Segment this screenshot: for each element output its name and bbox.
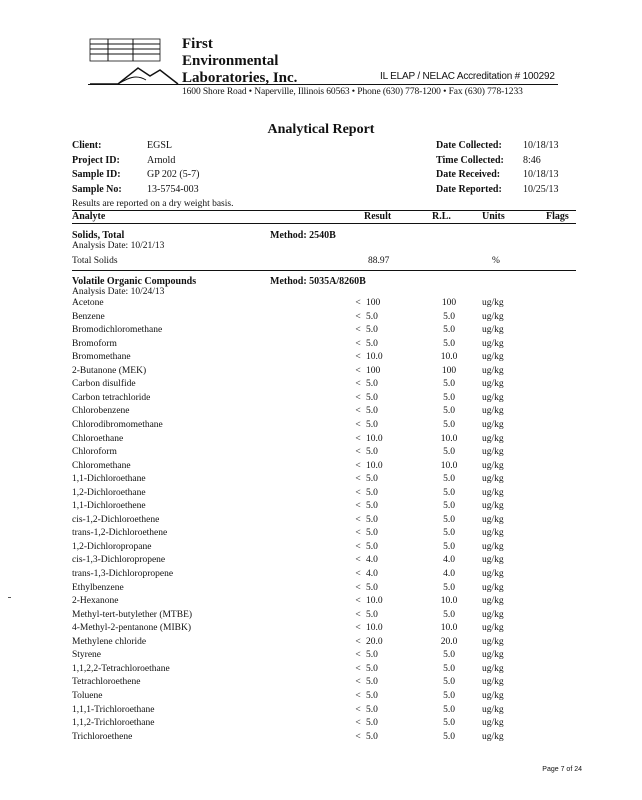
analyte-name: 1,2-Dichloropropane — [72, 541, 152, 552]
header-value: 13-5754-003 — [147, 183, 199, 195]
table-row — [72, 474, 576, 488]
qualifier: < — [355, 582, 361, 593]
table-row — [72, 623, 576, 637]
table-row — [72, 528, 576, 542]
reporting-limit: 5.0 — [443, 541, 455, 552]
units-value: ug/kg — [482, 419, 504, 430]
qualifier: < — [355, 379, 361, 390]
result-value: 5.0 — [366, 447, 378, 458]
qualifier: < — [355, 447, 361, 458]
reporting-limit: 5.0 — [443, 663, 455, 674]
solids-method: Method: 2540B — [270, 230, 336, 241]
qualifier: < — [355, 541, 361, 552]
analyte-name: 1,2-Dichloroethane — [72, 487, 146, 498]
units-value: ug/kg — [482, 447, 504, 458]
reporting-limit: 5.0 — [443, 501, 455, 512]
units-value: ug/kg — [482, 609, 504, 620]
result-value: 20.0 — [366, 636, 383, 647]
stray-mark — [8, 597, 11, 598]
units-value: ug/kg — [482, 555, 504, 566]
qualifier: < — [355, 718, 361, 729]
reporting-limit: 5.0 — [443, 406, 455, 417]
result-value: 10.0 — [366, 596, 383, 607]
analyte-name: Bromomethane — [72, 352, 131, 363]
qualifier: < — [355, 690, 361, 701]
reporting-limit: 5.0 — [443, 514, 455, 525]
result-value: 5.0 — [366, 325, 378, 336]
analyte-name: Tetrachloroethene — [72, 677, 141, 688]
analyte-name: Chlorodibromomethane — [72, 419, 163, 430]
qualifier: < — [355, 392, 361, 403]
reporting-limit: 4.0 — [443, 555, 455, 566]
result-value: 5.0 — [366, 609, 378, 620]
qualifier: < — [355, 650, 361, 661]
header-value: EGSL — [147, 140, 172, 151]
header-label: Client: — [72, 140, 102, 151]
table-row — [72, 256, 576, 270]
analyte-name: Chlorobenzene — [72, 406, 130, 417]
qualifier: < — [355, 325, 361, 336]
result-value: 5.0 — [366, 718, 378, 729]
units-value: ug/kg — [482, 596, 504, 607]
analyte-name: Methyl-tert-butylether (MTBE) — [72, 609, 193, 620]
table-row — [72, 705, 576, 719]
solids-section-title: Solids, Total — [72, 230, 125, 241]
table-row — [72, 501, 576, 515]
header-value: GP 202 (5-7) — [147, 169, 200, 180]
reporting-limit: 10.0 — [440, 623, 458, 634]
result-value: 5.0 — [366, 663, 378, 674]
units-value: ug/kg — [482, 636, 504, 647]
reporting-limit: 5.0 — [443, 690, 455, 701]
letterhead-divider — [88, 84, 558, 85]
qualifier: < — [355, 487, 361, 498]
units-value: ug/kg — [482, 325, 504, 336]
qualifier: < — [355, 555, 361, 566]
qualifier: < — [355, 569, 361, 579]
table-row — [72, 406, 576, 420]
analyte-name: 1,1,2,2-Tetrachloroethane — [72, 663, 170, 674]
result-value: 4.0 — [366, 555, 378, 566]
analyte-name: Toluene — [72, 690, 103, 701]
table-row — [72, 569, 576, 583]
qualifier: < — [355, 460, 361, 471]
reporting-limit: 10.0 — [440, 460, 458, 471]
result-value: 5.0 — [366, 704, 378, 715]
analyte-name: 4-Methyl-2-pentanone (MIBK) — [72, 623, 191, 634]
qualifier: < — [355, 298, 361, 308]
table-row — [72, 298, 576, 312]
qualifier: < — [355, 365, 361, 376]
qualifier: < — [355, 609, 361, 620]
company-address: 1600 Shore Road • Naperville, Illinois 60563 • Phone (630) 778-1200 • Fax (630) 778-1233 — [182, 87, 523, 97]
result-value: 5.0 — [366, 406, 378, 417]
voc-method: Method: 5035A/8260B — [270, 276, 366, 287]
header-value: 8:46 — [523, 154, 541, 166]
units-value: ug/kg — [482, 338, 504, 349]
table-row — [72, 718, 576, 732]
table-row — [72, 664, 576, 678]
qualifier: < — [355, 338, 361, 349]
units-value: ug/kg — [482, 379, 504, 390]
analyte-name: Chloroethane — [72, 433, 124, 444]
result-value: 5.0 — [366, 677, 378, 688]
units-value: ug/kg — [482, 514, 504, 525]
reporting-limit: 4.0 — [443, 569, 455, 579]
table-row — [72, 650, 576, 664]
table-row — [72, 732, 576, 746]
result-value: 88.97 — [368, 256, 390, 266]
reporting-limit: 10.0 — [440, 433, 458, 444]
analyte-name: Benzene — [72, 311, 105, 322]
company-name: First Environmental Laboratories, Inc. — [182, 36, 298, 86]
units-value: ug/kg — [482, 460, 504, 471]
col-units: Units — [482, 211, 505, 222]
qualifier: < — [355, 419, 361, 430]
analyte-name: 1,1-Dichloroethene — [72, 501, 146, 512]
qualifier: < — [355, 623, 361, 634]
header-value: 10/18/13 — [523, 169, 559, 180]
solids-analysis-date: Analysis Date: 10/21/13 — [72, 241, 165, 251]
units-value: ug/kg — [482, 569, 504, 579]
result-value: 100 — [366, 365, 381, 376]
result-value: 5.0 — [366, 419, 378, 430]
qualifier: < — [355, 433, 361, 444]
page-number: Page 7 of 24 — [542, 766, 582, 773]
table-row — [72, 447, 576, 461]
analyte-name: Carbon disulfide — [72, 379, 136, 390]
table-row — [72, 339, 576, 353]
analyte-name: 1,1-Dichloroethane — [72, 474, 146, 485]
reporting-limit: 5.0 — [443, 650, 455, 661]
units-value: ug/kg — [482, 528, 504, 539]
table-row — [72, 610, 576, 624]
table-row — [72, 420, 576, 434]
result-value: 5.0 — [366, 528, 378, 539]
analyte-name: Methylene chloride — [72, 636, 147, 647]
units-value: ug/kg — [482, 582, 504, 593]
analyte-name: trans-1,3-Dichloropropene — [72, 569, 174, 579]
table-row — [72, 596, 576, 610]
result-value: 5.0 — [366, 487, 378, 498]
units-value: ug/kg — [482, 392, 504, 403]
col-result: Result — [364, 211, 392, 222]
result-value: 5.0 — [366, 541, 378, 552]
result-value: 5.0 — [366, 650, 378, 661]
reporting-limit: 5.0 — [443, 379, 455, 390]
analyte-name: Styrene — [72, 650, 102, 661]
company-logo — [88, 36, 180, 96]
qualifier: < — [355, 636, 361, 647]
reporting-limit: 5.0 — [443, 325, 455, 336]
table-row — [72, 366, 576, 380]
table-row — [72, 461, 576, 475]
header-label: Sample No: — [72, 183, 122, 195]
col-flags: Flags — [546, 211, 569, 222]
header-label: Time Collected: — [436, 154, 504, 166]
table-row — [72, 677, 576, 691]
result-value: 5.0 — [366, 690, 378, 701]
qualifier: < — [355, 677, 361, 688]
reporting-limit: 5.0 — [443, 474, 455, 485]
accreditation: IL ELAP / NELAC Accreditation # 100292 — [380, 71, 555, 82]
reporting-limit: 10.0 — [440, 596, 458, 607]
header-label: Project ID: — [72, 154, 120, 166]
analyte-name: Bromoform — [72, 338, 117, 349]
reporting-limit: 20.0 — [440, 636, 458, 647]
reporting-limit: 5.0 — [443, 419, 455, 430]
analyte-name: Acetone — [72, 298, 104, 308]
analyte-name: Trichloroethene — [72, 731, 133, 742]
header-value: 10/25/13 — [523, 183, 559, 195]
units-value: ug/kg — [482, 406, 504, 417]
result-value: 100 — [366, 298, 381, 308]
result-value: 5.0 — [366, 379, 378, 390]
units-value: ug/kg — [482, 690, 504, 701]
qualifier: < — [355, 501, 361, 512]
reporting-limit: 5.0 — [443, 582, 455, 593]
analyte-name: 1,1,1-Trichloroethane — [72, 704, 155, 715]
analyte-name: Chloroform — [72, 447, 117, 458]
voc-analysis-date: Analysis Date: 10/24/13 — [72, 287, 165, 297]
table-row — [72, 434, 576, 448]
table-row — [72, 379, 576, 393]
result-value: 5.0 — [366, 474, 378, 485]
solids-bottom-rule — [72, 270, 576, 271]
qualifier: < — [355, 406, 361, 417]
header-value: 10/18/13 — [523, 140, 559, 151]
table-row — [72, 637, 576, 651]
table-row — [72, 542, 576, 556]
qualifier: < — [355, 528, 361, 539]
header-label: Date Collected: — [436, 140, 502, 151]
table-row — [72, 488, 576, 502]
units-value: % — [492, 256, 500, 266]
units-value: ug/kg — [482, 352, 504, 363]
reporting-limit: 100 — [441, 365, 457, 376]
result-value: 5.0 — [366, 392, 378, 403]
qualifier: < — [355, 704, 361, 715]
qualifier: < — [355, 311, 361, 322]
table-row — [72, 691, 576, 705]
analyte-name: cis-1,3-Dichloropropene — [72, 555, 166, 566]
reporting-limit: 5.0 — [443, 528, 455, 539]
analyte-name: Total Solids — [72, 256, 118, 266]
units-value: ug/kg — [482, 501, 504, 512]
table-row — [72, 555, 576, 569]
qualifier: < — [355, 474, 361, 485]
reporting-limit: 5.0 — [443, 609, 455, 620]
table-row — [72, 352, 576, 366]
analyte-name: 2-Hexanone — [72, 596, 119, 607]
report-title: Analytical Report — [267, 122, 375, 137]
result-value: 10.0 — [366, 433, 383, 444]
reporting-limit: 10.0 — [440, 352, 458, 363]
result-value: 5.0 — [366, 731, 378, 742]
header-bottom-rule — [72, 223, 576, 224]
units-value: ug/kg — [482, 650, 504, 661]
reporting-limit: 5.0 — [443, 487, 455, 498]
reporting-limit: 5.0 — [443, 718, 455, 729]
col-analyte: Analyte — [72, 211, 106, 222]
units-value: ug/kg — [482, 677, 504, 688]
units-value: ug/kg — [482, 433, 504, 444]
units-value: ug/kg — [482, 718, 504, 729]
reporting-limit: 5.0 — [443, 677, 455, 688]
qualifier: < — [355, 352, 361, 363]
analyte-name: Bromodichloromethane — [72, 325, 163, 336]
units-value: ug/kg — [482, 704, 504, 715]
reporting-limit: 5.0 — [443, 311, 455, 322]
units-value: ug/kg — [482, 663, 504, 674]
table-row — [72, 325, 576, 339]
analyte-name: 1,1,2-Trichloroethane — [72, 718, 155, 729]
units-value: ug/kg — [482, 474, 504, 485]
header-label: Date Received: — [436, 169, 501, 180]
result-value: 5.0 — [366, 338, 378, 349]
table-row — [72, 312, 576, 326]
units-value: ug/kg — [482, 731, 504, 742]
result-value: 5.0 — [366, 311, 378, 322]
analyte-name: trans-1,2-Dichloroethene — [72, 528, 168, 539]
reporting-limit: 5.0 — [443, 731, 455, 742]
result-value: 4.0 — [366, 569, 378, 579]
table-row — [72, 515, 576, 529]
qualifier: < — [355, 731, 361, 742]
result-value: 5.0 — [366, 514, 378, 525]
analyte-name: 2-Butanone (MEK) — [72, 365, 147, 376]
result-value: 10.0 — [366, 352, 383, 363]
reporting-limit: 5.0 — [443, 338, 455, 349]
units-value: ug/kg — [482, 541, 504, 552]
col-rl: R.L. — [432, 211, 451, 222]
table-row — [72, 393, 576, 407]
table-row — [72, 583, 576, 597]
reporting-limit: 100 — [441, 298, 457, 308]
qualifier: < — [355, 596, 361, 607]
header-label: Date Reported: — [436, 183, 502, 195]
result-value: 5.0 — [366, 582, 378, 593]
basis-note: Results are reported on a dry weight basis. — [72, 199, 234, 209]
analyte-name: Ethylbenzene — [72, 582, 124, 593]
voc-section-title: Volatile Organic Compounds — [72, 276, 197, 287]
analyte-name: Chloromethane — [72, 460, 131, 471]
result-value: 5.0 — [366, 501, 378, 512]
header-label: Sample ID: — [72, 169, 121, 180]
units-value: ug/kg — [482, 623, 504, 634]
analyte-name: Carbon tetrachloride — [72, 392, 151, 403]
header-value: Arnold — [147, 154, 176, 166]
qualifier: < — [355, 663, 361, 674]
units-value: ug/kg — [482, 365, 504, 376]
units-value: ug/kg — [482, 487, 504, 498]
result-value: 10.0 — [366, 623, 383, 634]
result-value: 10.0 — [366, 460, 383, 471]
reporting-limit: 5.0 — [443, 447, 455, 458]
units-value: ug/kg — [482, 311, 504, 322]
reporting-limit: 5.0 — [443, 392, 455, 403]
analyte-name: cis-1,2-Dichloroethene — [72, 514, 160, 525]
units-value: ug/kg — [482, 298, 504, 308]
qualifier: < — [355, 514, 361, 525]
reporting-limit: 5.0 — [443, 704, 455, 715]
